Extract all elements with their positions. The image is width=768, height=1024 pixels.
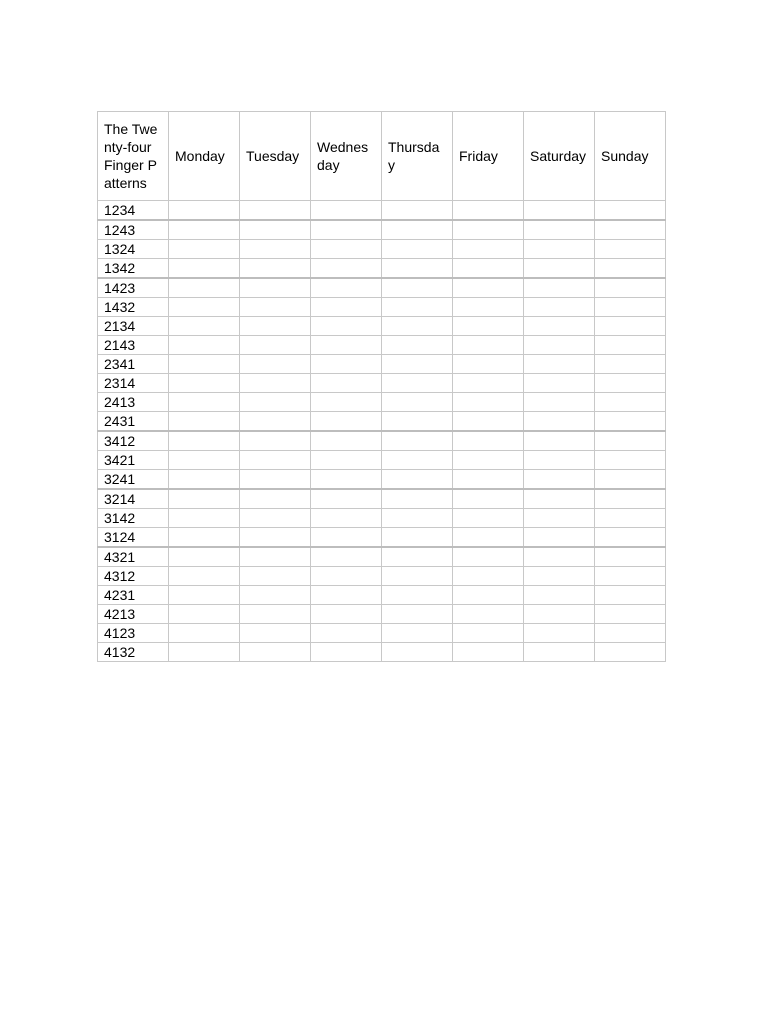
pattern-cell: 4312 <box>98 567 169 586</box>
day-cell[interactable] <box>240 278 311 298</box>
day-cell[interactable] <box>311 201 382 221</box>
day-cell[interactable] <box>382 451 453 470</box>
day-cell[interactable] <box>382 489 453 509</box>
day-cell[interactable] <box>524 259 595 279</box>
day-cell[interactable] <box>382 586 453 605</box>
day-cell[interactable] <box>524 317 595 336</box>
day-cell[interactable] <box>382 278 453 298</box>
day-cell[interactable] <box>453 643 524 662</box>
day-cell[interactable] <box>595 336 666 355</box>
day-cell[interactable] <box>595 240 666 259</box>
day-cell[interactable] <box>240 259 311 279</box>
pattern-cell: 3241 <box>98 470 169 490</box>
table-body <box>98 201 666 662</box>
day-cell[interactable] <box>453 355 524 374</box>
day-cell[interactable] <box>595 567 666 586</box>
table-row <box>98 586 666 605</box>
table-row <box>98 624 666 643</box>
day-cell[interactable] <box>453 528 524 548</box>
day-cell[interactable] <box>311 355 382 374</box>
day-cell[interactable] <box>382 643 453 662</box>
table-row <box>98 528 666 548</box>
day-cell[interactable] <box>311 298 382 317</box>
day-cell[interactable] <box>524 374 595 393</box>
pattern-cell: 1423 <box>98 278 169 298</box>
day-cell[interactable] <box>595 374 666 393</box>
day-cell[interactable] <box>595 278 666 298</box>
day-cell[interactable] <box>382 431 453 451</box>
pattern-cell: 3412 <box>98 431 169 451</box>
day-cell[interactable] <box>453 240 524 259</box>
table-row <box>98 643 666 662</box>
pattern-cell: 1234 <box>98 201 169 221</box>
day-cell[interactable] <box>311 643 382 662</box>
day-cell[interactable] <box>169 240 240 259</box>
day-cell[interactable] <box>595 201 666 221</box>
day-cell[interactable] <box>169 412 240 432</box>
header-row <box>98 112 666 201</box>
day-cell[interactable] <box>453 393 524 412</box>
pattern-cell: 2314 <box>98 374 169 393</box>
table-row <box>98 451 666 470</box>
day-cell[interactable] <box>311 278 382 298</box>
day-cell[interactable] <box>382 336 453 355</box>
day-cell[interactable] <box>595 528 666 548</box>
day-cell[interactable] <box>524 393 595 412</box>
day-cell[interactable] <box>311 317 382 336</box>
day-cell[interactable] <box>595 220 666 240</box>
day-cell[interactable] <box>169 643 240 662</box>
day-cell[interactable] <box>311 451 382 470</box>
day-cell[interactable] <box>595 586 666 605</box>
day-cell[interactable] <box>524 567 595 586</box>
day-cell[interactable] <box>240 298 311 317</box>
day-cell[interactable] <box>169 624 240 643</box>
table-row <box>98 201 666 221</box>
day-cell[interactable] <box>595 470 666 490</box>
day-cell[interactable] <box>311 393 382 412</box>
table-row <box>98 259 666 279</box>
header-monday: Monday <box>169 112 240 201</box>
day-cell[interactable] <box>382 220 453 240</box>
day-cell[interactable] <box>169 567 240 586</box>
day-cell[interactable] <box>524 586 595 605</box>
day-cell[interactable] <box>595 509 666 528</box>
day-cell[interactable] <box>240 374 311 393</box>
day-cell[interactable] <box>453 567 524 586</box>
day-cell[interactable] <box>453 317 524 336</box>
day-cell[interactable] <box>240 451 311 470</box>
header-tuesday: Tuesday <box>240 112 311 201</box>
day-cell[interactable] <box>382 317 453 336</box>
day-cell[interactable] <box>240 220 311 240</box>
day-cell[interactable] <box>240 355 311 374</box>
day-cell[interactable] <box>595 393 666 412</box>
day-cell[interactable] <box>595 355 666 374</box>
day-cell[interactable] <box>169 547 240 567</box>
finger-patterns-table <box>97 111 666 662</box>
day-cell[interactable] <box>169 336 240 355</box>
pattern-cell: 2143 <box>98 336 169 355</box>
day-cell[interactable] <box>453 586 524 605</box>
day-cell[interactable] <box>453 336 524 355</box>
day-cell[interactable] <box>524 278 595 298</box>
day-cell[interactable] <box>595 412 666 432</box>
day-cell[interactable] <box>453 470 524 490</box>
day-cell[interactable] <box>382 374 453 393</box>
day-cell[interactable] <box>169 431 240 451</box>
day-cell[interactable] <box>453 509 524 528</box>
day-cell[interactable] <box>524 624 595 643</box>
table-row <box>98 393 666 412</box>
header-thursday: Thursday <box>382 112 453 201</box>
day-cell[interactable] <box>311 240 382 259</box>
table-row <box>98 567 666 586</box>
day-cell[interactable] <box>595 259 666 279</box>
day-cell[interactable] <box>524 240 595 259</box>
day-cell[interactable] <box>240 528 311 548</box>
header-sunday: Sunday <box>595 112 666 201</box>
day-cell[interactable] <box>311 586 382 605</box>
table-row <box>98 278 666 298</box>
day-cell[interactable] <box>169 393 240 412</box>
day-cell[interactable] <box>595 431 666 451</box>
day-cell[interactable] <box>382 298 453 317</box>
table-row <box>98 220 666 240</box>
day-cell[interactable] <box>382 605 453 624</box>
day-cell[interactable] <box>169 317 240 336</box>
day-cell[interactable] <box>169 201 240 221</box>
pattern-cell: 2341 <box>98 355 169 374</box>
day-cell[interactable] <box>169 586 240 605</box>
day-cell[interactable] <box>311 567 382 586</box>
day-cell[interactable] <box>311 489 382 509</box>
pattern-cell: 4231 <box>98 586 169 605</box>
day-cell[interactable] <box>240 605 311 624</box>
day-cell[interactable] <box>169 489 240 509</box>
table-row <box>98 547 666 567</box>
day-cell[interactable] <box>524 451 595 470</box>
day-cell[interactable] <box>240 489 311 509</box>
day-cell[interactable] <box>311 431 382 451</box>
day-cell[interactable] <box>311 547 382 567</box>
pattern-cell: 4123 <box>98 624 169 643</box>
table-row <box>98 317 666 336</box>
pattern-cell: 3142 <box>98 509 169 528</box>
day-cell[interactable] <box>382 412 453 432</box>
day-cell[interactable] <box>595 643 666 662</box>
header-wednesday: Wednesday <box>311 112 382 201</box>
day-cell[interactable] <box>382 201 453 221</box>
table-row <box>98 431 666 451</box>
day-cell[interactable] <box>453 298 524 317</box>
header-patterns: The Twenty-four Finger Patterns <box>98 112 169 201</box>
day-cell[interactable] <box>311 509 382 528</box>
table-row <box>98 489 666 509</box>
pattern-cell: 2413 <box>98 393 169 412</box>
pattern-cell: 2134 <box>98 317 169 336</box>
day-cell[interactable] <box>382 547 453 567</box>
day-cell[interactable] <box>169 259 240 279</box>
day-cell[interactable] <box>524 431 595 451</box>
day-cell[interactable] <box>311 470 382 490</box>
day-cell[interactable] <box>240 240 311 259</box>
day-cell[interactable] <box>169 278 240 298</box>
pattern-cell: 4321 <box>98 547 169 567</box>
table-row <box>98 412 666 432</box>
day-cell[interactable] <box>311 624 382 643</box>
day-cell[interactable] <box>382 509 453 528</box>
day-cell[interactable] <box>240 624 311 643</box>
day-cell[interactable] <box>240 567 311 586</box>
day-cell[interactable] <box>240 431 311 451</box>
day-cell[interactable] <box>169 470 240 490</box>
day-cell[interactable] <box>169 451 240 470</box>
day-cell[interactable] <box>382 259 453 279</box>
day-cell[interactable] <box>382 528 453 548</box>
pattern-cell: 3421 <box>98 451 169 470</box>
day-cell[interactable] <box>240 317 311 336</box>
day-cell[interactable] <box>169 605 240 624</box>
day-cell[interactable] <box>453 431 524 451</box>
table-row <box>98 336 666 355</box>
table-row <box>98 298 666 317</box>
header-saturday: Saturday <box>524 112 595 201</box>
header-friday: Friday <box>453 112 524 201</box>
pattern-cell: 3124 <box>98 528 169 548</box>
pattern-cell: 4132 <box>98 643 169 662</box>
day-cell[interactable] <box>240 393 311 412</box>
day-cell[interactable] <box>453 412 524 432</box>
day-cell[interactable] <box>524 605 595 624</box>
day-cell[interactable] <box>453 489 524 509</box>
table-row <box>98 374 666 393</box>
day-cell[interactable] <box>382 240 453 259</box>
day-cell[interactable] <box>382 624 453 643</box>
day-cell[interactable] <box>453 451 524 470</box>
day-cell[interactable] <box>311 220 382 240</box>
day-cell[interactable] <box>240 201 311 221</box>
day-cell[interactable] <box>169 298 240 317</box>
day-cell[interactable] <box>595 451 666 470</box>
day-cell[interactable] <box>595 605 666 624</box>
pattern-cell: 1324 <box>98 240 169 259</box>
day-cell[interactable] <box>524 470 595 490</box>
day-cell[interactable] <box>595 489 666 509</box>
day-cell[interactable] <box>524 336 595 355</box>
day-cell[interactable] <box>453 220 524 240</box>
table-row <box>98 605 666 624</box>
day-cell[interactable] <box>595 317 666 336</box>
pattern-cell: 4213 <box>98 605 169 624</box>
table-row <box>98 355 666 374</box>
day-cell[interactable] <box>524 489 595 509</box>
day-cell[interactable] <box>595 624 666 643</box>
day-cell[interactable] <box>524 201 595 221</box>
day-cell[interactable] <box>311 528 382 548</box>
day-cell[interactable] <box>382 470 453 490</box>
table-row <box>98 470 666 490</box>
pattern-cell: 2431 <box>98 412 169 432</box>
day-cell[interactable] <box>382 355 453 374</box>
day-cell[interactable] <box>524 643 595 662</box>
day-cell[interactable] <box>382 393 453 412</box>
day-cell[interactable] <box>240 643 311 662</box>
day-cell[interactable] <box>524 298 595 317</box>
day-cell[interactable] <box>311 605 382 624</box>
day-cell[interactable] <box>453 201 524 221</box>
day-cell[interactable] <box>169 509 240 528</box>
day-cell[interactable] <box>453 605 524 624</box>
day-cell[interactable] <box>240 586 311 605</box>
pattern-cell: 1342 <box>98 259 169 279</box>
day-cell[interactable] <box>311 336 382 355</box>
day-cell[interactable] <box>311 374 382 393</box>
day-cell[interactable] <box>524 355 595 374</box>
pattern-cell: 3214 <box>98 489 169 509</box>
day-cell[interactable] <box>240 336 311 355</box>
day-cell[interactable] <box>240 470 311 490</box>
table-row <box>98 509 666 528</box>
day-cell[interactable] <box>524 509 595 528</box>
day-cell[interactable] <box>524 220 595 240</box>
day-cell[interactable] <box>311 259 382 279</box>
day-cell[interactable] <box>453 624 524 643</box>
day-cell[interactable] <box>169 528 240 548</box>
day-cell[interactable] <box>169 355 240 374</box>
day-cell[interactable] <box>524 547 595 567</box>
day-cell[interactable] <box>311 412 382 432</box>
day-cell[interactable] <box>382 567 453 586</box>
pattern-cell: 1243 <box>98 220 169 240</box>
day-cell[interactable] <box>240 412 311 432</box>
day-cell[interactable] <box>453 278 524 298</box>
day-cell[interactable] <box>524 412 595 432</box>
day-cell[interactable] <box>453 259 524 279</box>
day-cell[interactable] <box>595 547 666 567</box>
day-cell[interactable] <box>240 547 311 567</box>
day-cell[interactable] <box>169 374 240 393</box>
day-cell[interactable] <box>453 374 524 393</box>
table-row <box>98 240 666 259</box>
pattern-cell: 1432 <box>98 298 169 317</box>
day-cell[interactable] <box>169 220 240 240</box>
day-cell[interactable] <box>524 528 595 548</box>
day-cell[interactable] <box>453 547 524 567</box>
day-cell[interactable] <box>240 509 311 528</box>
day-cell[interactable] <box>595 298 666 317</box>
